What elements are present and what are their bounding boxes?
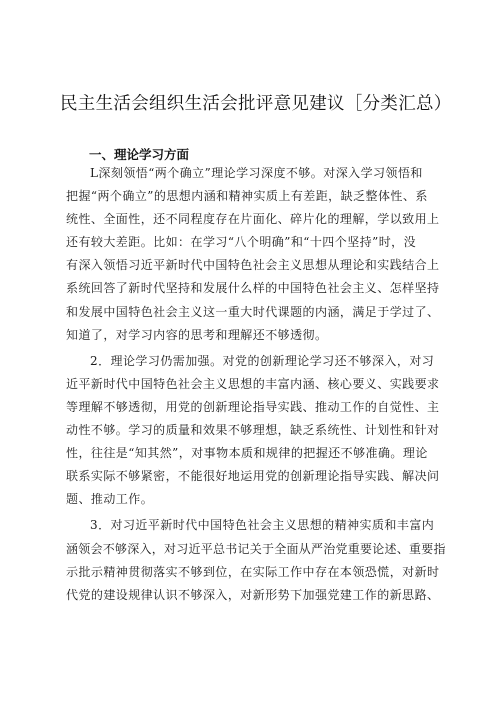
- paragraph-line: 和发展中国特色社会主义这一重大时代课题的内涵，满足于学过了、: [66, 304, 440, 319]
- section-body: [66, 162, 446, 607]
- paragraph-line: 把握“两个确立”的思想内涵和精神实质上有差距，缺乏整体性、系: [66, 189, 428, 204]
- paragraph-line: 联系实际不够紧密，不能很好地运用党的创新理论指导实践、解决问: [66, 469, 440, 484]
- paragraph-line: 统性、全面性，还不同程度存在片面化、碎片化的理解，学以致用上: [66, 212, 440, 227]
- paragraph-line: 性，往往是“知其然”，对事物本质和规律的把握还不够准确。理论: [66, 446, 428, 461]
- paragraph-line: 有深入领悟习近平新时代中国特色社会主义思想从理论和实践结合上: [66, 258, 440, 273]
- paragraph-line: 示批示精神贯彻落实不够到位，在实际工作中存在本领恐慌，对新时: [66, 564, 440, 579]
- paragraph-line: 等理解不够透彻，用党的创新理论指导实践、推动工作的自觉性、主: [66, 399, 440, 414]
- paragraph-line: 涵领会不够深入，对习近平总书记关于全面从严治党重要论述、重要指: [66, 541, 446, 556]
- paragraph-line: L深刻领悟“两个确立”理论学习深度不够。对深入学习领悟和: [90, 166, 423, 180]
- paragraph-line: 系统回答了新时代坚持和发展什么样的中国特色社会主义、怎样坚持: [66, 281, 440, 296]
- paragraph-1: [66, 162, 446, 347]
- paragraph-line: 还有较大差距。比如：在学习“八个明确”和“十四个坚持”时，没: [66, 235, 417, 250]
- paragraph-line: 题、推动工作。: [66, 492, 154, 507]
- paragraph-line: 近平新时代中国特色社会主义思想的丰富内涵、核心要义、实践要求: [66, 376, 440, 391]
- paragraph-3: [66, 514, 446, 606]
- paragraph-line: 知道了，对学习内容的思考和理解还不够透彻。: [66, 327, 328, 342]
- paragraph-2: [66, 350, 446, 512]
- document-title: 民主生活会组织生活会批评意见建议［分类汇总）: [60, 94, 452, 114]
- paragraph-line: 动性不够。学习的质量和效果不够理想，缺乏系统性、计划性和针对: [66, 423, 440, 438]
- paragraph-line: 代党的建设规律认识不够深入，对新形势下加强党建工作的新思路、: [66, 587, 440, 602]
- paragraph-line: 3．对习近平新时代中国特色社会主义思想的精神实质和丰富内: [90, 518, 435, 533]
- section-heading-theory-study: 一、理论学习方面: [89, 147, 190, 162]
- paragraph-line: 2．理论学习仍需加强。对党的创新理论学习还不够深入，对习: [90, 353, 435, 368]
